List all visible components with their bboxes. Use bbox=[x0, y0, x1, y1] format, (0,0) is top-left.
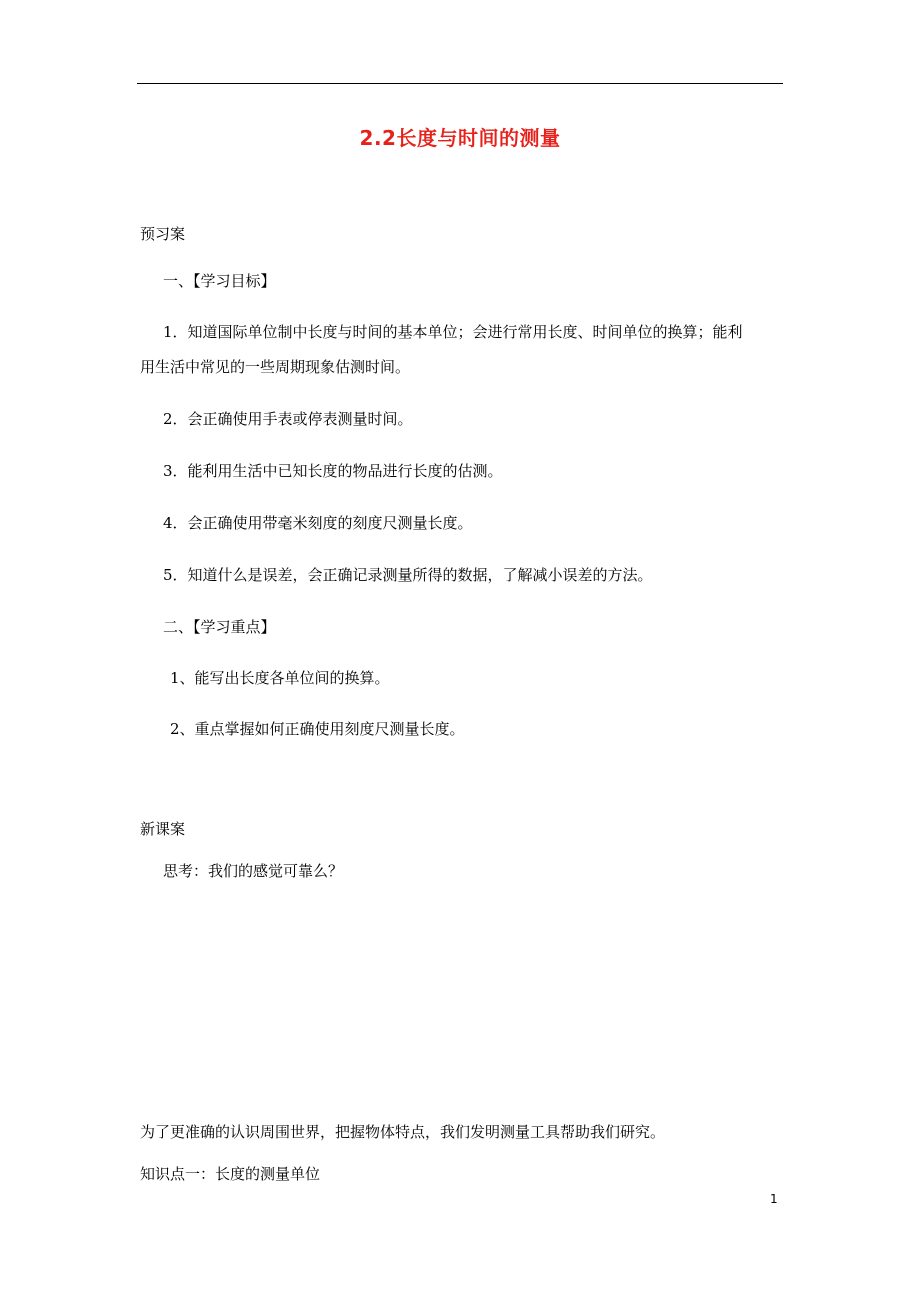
document-title: 2.2长度与时间的测量 bbox=[359, 126, 561, 150]
key-point-line: 2、重点掌握如何正确使用刻度尺测量长度。 bbox=[170, 720, 465, 738]
objective-line: 2．会正确使用手表或停表测量时间。 bbox=[163, 410, 413, 428]
objective-line: 3．能利用生活中已知长度的物品进行长度的估测。 bbox=[163, 462, 503, 480]
objective-line: 5．知道什么是误差，会正确记录测量所得的数据，了解减小误差的方法。 bbox=[163, 566, 653, 584]
key-points-heading: 二、【学习重点】 bbox=[163, 618, 276, 636]
objective-line: 用生活中常见的一些周期现象估测时间。 bbox=[140, 358, 411, 376]
intro-sentence: 为了更准确的认识周围世界，把握物体特点，我们发明测量工具帮助我们研究。 bbox=[140, 1123, 666, 1141]
section-heading-new-lesson: 新课案 bbox=[140, 820, 186, 838]
header-rule bbox=[137, 83, 783, 84]
thinking-prompt: 思考：我们的感觉可靠么？ bbox=[163, 862, 344, 880]
page-number: 1 bbox=[770, 1192, 778, 1206]
section-heading-preview: 预习案 bbox=[140, 225, 186, 243]
knowledge-point-heading: 知识点一：长度的测量单位 bbox=[140, 1165, 321, 1183]
objective-line: 4．会正确使用带毫米刻度的刻度尺测量长度。 bbox=[163, 514, 473, 532]
key-point-line: 1、能写出长度各单位间的换算。 bbox=[170, 669, 390, 687]
objectives-heading: 一、【学习目标】 bbox=[163, 272, 276, 290]
objective-line: 1．知道国际单位制中长度与时间的基本单位；会进行常用长度、时间单位的换算；能利 bbox=[163, 323, 743, 341]
